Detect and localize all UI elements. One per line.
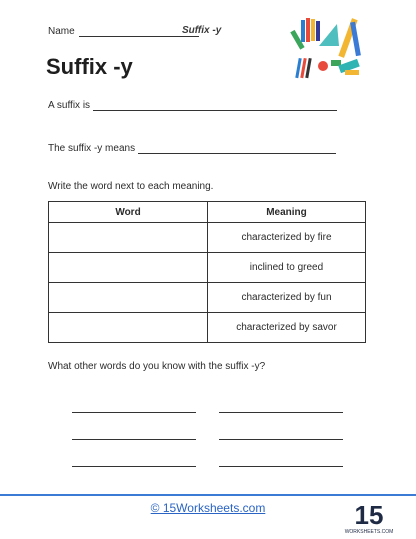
column-header-meaning: Meaning bbox=[208, 202, 366, 223]
word-cell[interactable] bbox=[49, 313, 208, 343]
table-row bbox=[49, 313, 366, 343]
answer-line[interactable] bbox=[219, 439, 343, 440]
page-title: Suffix -y bbox=[46, 54, 133, 79]
meaning-cell: characterized by fun bbox=[208, 283, 366, 313]
suffix-is-blank[interactable] bbox=[93, 101, 337, 111]
answer-line[interactable] bbox=[72, 412, 196, 413]
suffix-means-blank[interactable] bbox=[138, 144, 336, 154]
stationery-clipart bbox=[293, 16, 365, 82]
logo-text: WORKSHEETS.COM bbox=[344, 529, 394, 535]
meaning-cell: characterized by savor bbox=[208, 313, 366, 343]
footer-link[interactable]: © 15Worksheets.com bbox=[150, 501, 266, 515]
table-header-row bbox=[49, 202, 366, 223]
meaning-cell: characterized by fire bbox=[208, 223, 366, 253]
suffix-is-label: A suffix is bbox=[48, 100, 91, 111]
logo-number: 15 bbox=[354, 500, 384, 530]
table-row bbox=[49, 223, 366, 253]
word-cell[interactable] bbox=[49, 253, 208, 283]
answer-line[interactable] bbox=[72, 466, 196, 467]
table-row bbox=[49, 283, 366, 313]
column-header-word: Word bbox=[49, 202, 208, 223]
table-instruction: Write the word next to each meaning. bbox=[48, 181, 214, 192]
answer-line[interactable] bbox=[219, 466, 343, 467]
name-label: Name bbox=[48, 26, 75, 37]
table-row bbox=[49, 253, 366, 283]
suffix-means-label: The suffix -y means bbox=[48, 143, 136, 154]
name-field bbox=[48, 26, 199, 37]
other-words-question: What other words do you know with the suffix -y? bbox=[48, 361, 266, 372]
footer-divider bbox=[0, 494, 416, 496]
meaning-cell: inclined to greed bbox=[208, 253, 366, 283]
worksheet-topic: Suffix -y bbox=[182, 25, 222, 36]
worksheets-logo bbox=[344, 498, 394, 536]
name-blank[interactable] bbox=[79, 26, 199, 37]
word-cell[interactable] bbox=[49, 223, 208, 253]
answer-line[interactable] bbox=[219, 412, 343, 413]
suffix-means-prompt bbox=[48, 143, 336, 154]
word-meaning-table bbox=[48, 201, 366, 343]
answer-line[interactable] bbox=[72, 439, 196, 440]
word-cell[interactable] bbox=[49, 283, 208, 313]
suffix-is-prompt bbox=[48, 100, 337, 111]
